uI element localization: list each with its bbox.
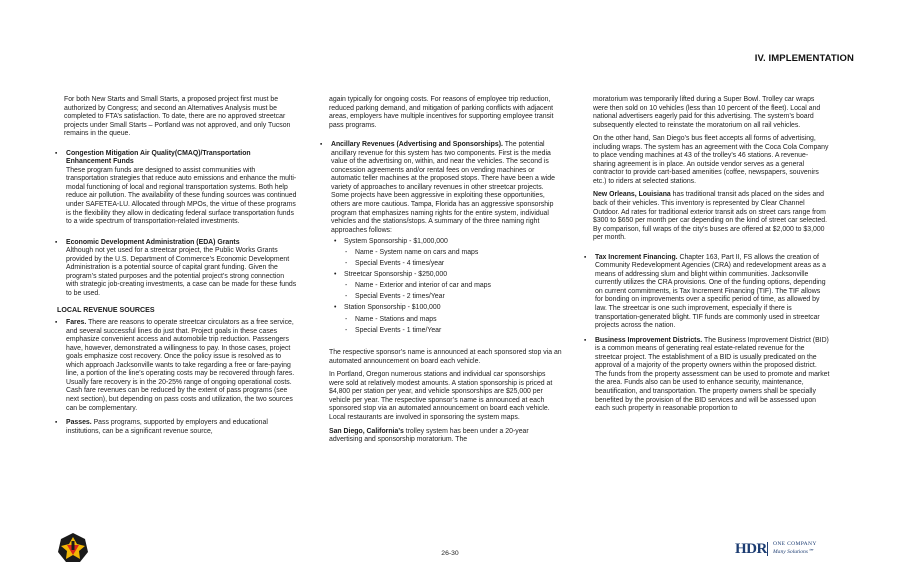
sponsorship-label: System Sponsorship - $1,000,000 <box>344 238 448 246</box>
tif-body: Chapter 163, Part II, FS allows the creation of Community Redevelopment Agencies (CRA) and redevelopment areas as a means of addressing slum and blight within communities. Jacksonville currently utilizes the CRA provisions. One of the funding options, depending on current commitments, is Tax Increment Financing (TIF). The TIF allows for bonding on improvements over a specific period of time, as allowed by law. The streetcar is one such improvement, especially if there is transportation-generated blight. TIF funds are commonly used in streetcar projects across the nation. <box>595 253 826 330</box>
fares-bullet <box>55 319 297 413</box>
sponsorship-detail <box>331 293 562 302</box>
sandiego-paragraph <box>320 428 562 445</box>
portland-paragraph: In Portland, Oregon numerous stations and individual car sponsorships were sold at relatively modest amounts. A station sponsorship is priced at $4,800 per station per year, and vehicle sponsorships are $25,000 per vehicle per year. The respective sponsor’s name is announced at each sponsored stop via an automated announcement on board each vehicle. Local restaurants are involved in sponsoring the system maps. <box>329 371 553 421</box>
bullet-square-icon: ▪ <box>55 149 58 157</box>
sponsorship-item <box>331 271 562 280</box>
sponsorship-detail-text: Name - System name on cars and maps <box>355 249 479 257</box>
tif-bullet <box>584 254 830 331</box>
bullet-dash-icon: - <box>345 326 348 334</box>
bullet-dash-icon: - <box>345 260 348 268</box>
passes-continued: again typically for ongoing costs. For reasons of employee trip reduction, reduced parking demand, and mitigation of parking conflicts with adjacent areas, employers have multiple incentives for supporting employee transit pass programs. <box>329 96 554 129</box>
hdr-wordmark: HDR <box>735 541 767 557</box>
bullet-square-icon: ▪ <box>55 319 58 327</box>
bullet-dash-icon: - <box>345 293 348 301</box>
sponsorship-item <box>331 238 562 247</box>
sponsorship-detail <box>331 249 562 258</box>
eda-title: Economic Development Administration (EDA) Grants <box>66 238 240 246</box>
tif-title: Tax Increment Financing. <box>595 253 678 261</box>
bullet-square-icon: ▪ <box>55 238 58 246</box>
cmaq-body: These program funds are designed to assist communities with transportation strategies that reduce auto emissions and enhance the multi-modal functioning of local and regional transportation systems. Both help reduce air pollution. The availability of these funding sources was continued under SAFETEA-LU. Allocated through MPOs, the virtue of these programs is the flexibility they allow in dedicating federal surface transportation funds to a wide spectrum of transportation-related investments. <box>66 166 297 226</box>
passes-body: Pass programs, supported by employers and educational institutions, can be a significant revenue source, <box>66 419 268 435</box>
sponsorship-item <box>331 304 562 313</box>
hdr-tagline-2: Many Solutions℠ <box>773 549 814 555</box>
sponsorship-detail-text: Special Events - 2 times/Year <box>355 293 445 301</box>
bullet-dash-icon: - <box>345 282 348 290</box>
bullet-dash-icon: - <box>345 249 348 257</box>
sponsorship-detail-text: Name - Exterior and interior of car and maps <box>355 282 491 290</box>
ancillary-title: Ancillary Revenues (Advertising and Sponsorships). <box>331 141 503 149</box>
page-number: 26-30 <box>441 550 459 557</box>
otherhand-paragraph: On the other hand, San Diego’s bus fleet accepts all forms of advertising, including wraps. The system has an agreement with the Coca Cola Company to place vending machines at 43 of the trolley’s 46 stations. A revenue-sharing agreement is in place. An outside vendor serves as a general contractor to provide cart-based amenities (coffee, newspapers, souvenirs etc.) to riders at selected stations. <box>593 135 829 185</box>
bullet-dash-icon: - <box>345 315 348 323</box>
column-left <box>55 96 297 442</box>
column-right <box>584 96 830 420</box>
sponsorship-label: Station Sponsorship - $100,000 <box>344 304 441 312</box>
bullet-dot-icon: • <box>334 271 337 279</box>
fares-body: There are reasons to operate streetcar circulators as a free service, and several successful lines do just that. Project goals in these cases emphasize convenient access and automobile trip reduction. Passengers have, however, demonstrated a willingness to pay. In those cases, project goals emphasize cost recovery. Once the policy issue is resolved as to which approach Jacksonville wants to take regarding a free or fare-paying line, a portion of the line’s operating costs may be recovered through fares. Usually fare recovery is in the 20-25% range of ongoing operational costs. Cash fare revenues can be reduced by the extent of pass programs (see next section), but depending on pass costs and utilization, the two sources can be complementary. <box>66 319 295 412</box>
sandiego-text: trolley system has been under a 20-year advertising and sponsorship moratorium. The <box>329 427 529 444</box>
fares-title: Fares. <box>66 319 87 327</box>
moratorium-paragraph: moratorium was temporarily lifted during a Super Bowl. Trolley car wraps were then sold on 10 vehicles (less than 10 percent of the fleet). Local and national advertisers eagerly paid for this advertising. The system’s board subsequently elected to reinstate the moratorium on all rail vehicles. <box>593 96 821 129</box>
bullet-square-icon: ▪ <box>584 253 587 261</box>
bid-bullet <box>584 337 830 414</box>
column-middle <box>320 96 562 450</box>
intro-paragraph: For both New Starts and Small Starts, a proposed project first must be authorized by Congress; and second an Alternatives Analysis must be completed to FTA’s satisfaction. To date, there are no approved streetcar projects under Small Starts – Portland was not approved, and only Tucson remains in the queue. <box>64 96 291 138</box>
cmaq-bullet <box>55 150 297 227</box>
hdr-tagline-1: ONE COMPANY <box>773 541 817 547</box>
passes-title: Passes. <box>66 419 92 427</box>
bid-title: Business Improvement Districts. <box>595 336 703 344</box>
sponsorship-detail-text: Name - Stations and maps <box>355 315 437 323</box>
neworleans-bold: New Orleans, Louisiana <box>593 191 671 199</box>
eda-body: Although not yet used for a streetcar project, the Public Works Grants provided by the U.S. Department of Commerce’s Economic Development Administration is a potential source of capital grant funding. Given the program’s stated purposes and the potential project’s strong connection with strategic job-creating investments, a case can be made for these funds to be used. <box>66 247 297 297</box>
cmaq-title: Congestion Mitigation Air Quality(CMAQ)/Transportation Enhancement Funds <box>66 149 251 166</box>
ancillary-bullet <box>320 141 562 335</box>
bullet-square-icon: ▪ <box>320 141 323 149</box>
local-revenue-heading: LOCAL REVENUE SOURCES <box>57 306 155 315</box>
bullet-dot-icon: • <box>334 238 337 246</box>
passes-bullet <box>55 419 297 436</box>
neworleans-paragraph <box>584 191 830 242</box>
section-header: IV. IMPLEMENTATION <box>754 53 854 64</box>
announce-paragraph: The respective sponsor’s name is announced at each sponsored stop via an automated announcement on board each vehicle. <box>329 349 562 365</box>
sandiego-bold: San Diego, California’s <box>329 427 404 435</box>
sponsorship-label: Streetcar Sponsorship - $250,000 <box>344 271 448 279</box>
bid-body: The Business Improvement District (BID) is a common means of generating real estate-related revenue for the streetcar project. The establishment of a BID is usually predicated on the approval of a majority of the property owners within the proposed district. The funds from the property assessment can be used to promote and market the area. Funds also can be used to enhance security, maintenance, beautification, and transportation. The property owners shall be specially benefited by the provision of the BID services and will be assessed upon each such property in reasonable proportion to <box>595 336 830 413</box>
sponsorship-detail <box>331 327 562 336</box>
bullet-square-icon: ▪ <box>584 336 587 344</box>
sponsorship-detail <box>331 316 562 325</box>
sponsorship-detail-text: Special Events - 4 times/year <box>355 260 445 268</box>
bullet-square-icon: ▪ <box>55 419 58 427</box>
eda-bullet <box>55 239 297 299</box>
sponsorship-detail <box>331 260 562 269</box>
hdr-divider <box>767 542 768 556</box>
jta-logo-icon <box>56 531 90 565</box>
neworleans-text: has traditional transit ads placed on the sides and back of their vehicles. This inventory is represented by Clear Channel Outdoor. Ad rates for traditional exterior transit ads on street cars range from $300 to $650 per month per car depending on the kind of street car selected. By comparison, full wraps of the city’s buses are offered at $2,000 to $3,000 per month. <box>593 191 828 242</box>
ancillary-body: The potential ancillary revenue for this system has two components. First is the media value of the advertising on, within, and near the vehicles. The second is concession agreements and/or rental fees on vending machines or automatic teller machines at the proposed stops. There have been a wide variety of approaches to ancillary revenues in other streetcar projects. Some projects have been aggressive in exploiting these opportunities, others are more cautious. Tampa, Florida has an aggressive sponsorship program that emphasizes naming rights for the entire system, individual vehicles and the stations/stops. A summary of the three naming right approaches follows: <box>331 141 555 234</box>
bullet-dot-icon: • <box>334 304 337 312</box>
sponsorship-detail <box>331 282 562 291</box>
sponsorship-detail-text: Special Events - 1 time/Year <box>355 326 442 334</box>
